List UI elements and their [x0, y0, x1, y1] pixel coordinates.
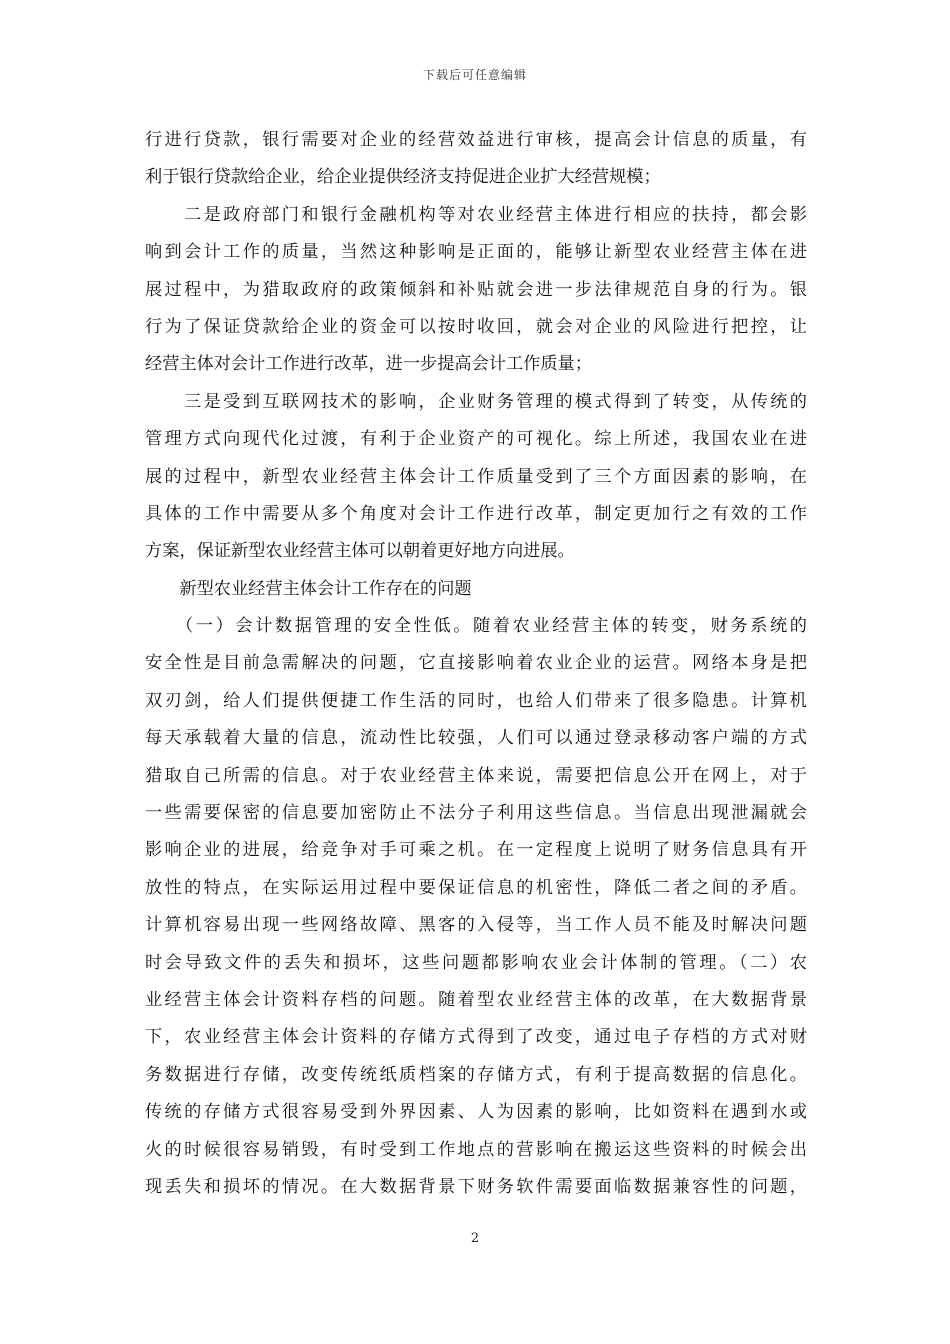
text-line: 务数据进行存储，改变传统纸质档案的存储方式，有利于提高数据的信息化。 [145, 1064, 807, 1085]
page-number: 2 [470, 1231, 480, 1246]
text-line: 时会导致文件的丢失和损坏，这些问题都影响农业会计体制的管理。（二）农 [145, 952, 807, 973]
text-line: 展过程中，为猎取政府的政策倾斜和补贴就会进一步法律规范自身的行为。银 [145, 279, 807, 300]
text-line: 响到会计工作的质量，当然这种影响是正面的，能够让新型农业经营主体在进 [145, 242, 807, 263]
text-line: 安全性是目前急需解决的问题，它直接影响着农业企业的运营。网络本身是把 [145, 653, 807, 674]
text-line: 每天承载着大量的信息，流动性比较强，人们可以通过登录移动客户端的方式 [145, 728, 807, 749]
text-line: 计算机容易出现一些网络故障、黑客的入侵等，当工作人员不能及时解决问题 [145, 915, 807, 936]
text-line: （一）会计数据管理的安全性低。随着农业经营主体的转变，财务系统的 [145, 616, 807, 637]
text-line: 方案，保证新型农业经营主体可以朝着更好地方向进展。 [145, 541, 575, 562]
document-body [145, 122, 807, 1206]
section-heading: 新型农业经营主体会计工作存在的问题 [145, 578, 472, 599]
text-line: 行为了保证贷款给企业的资金可以按时收回，就会对企业的风险进行把控，让 [145, 316, 807, 337]
text-line: 传统的存储方式很容易受到外界因素、人为因素的影响，比如资料在遇到水或 [145, 1102, 807, 1123]
text-line: 双刃剑，给人们提供便捷工作生活的同时，也给人们带来了很多隐患。计算机 [145, 690, 807, 711]
text-line: 一些需要保密的信息要加密防止不法分子利用这些信息。当信息出现泄漏就会 [145, 803, 807, 824]
text-line: 利于银行贷款给企业，给企业提供经济支持促进企业扩大经营规模； [145, 167, 661, 188]
text-line: 火的时候很容易销毁，有时受到工作地点的营影响在搬运这些资料的时候会出 [145, 1139, 807, 1160]
text-line: 猎取自己所需的信息。对于农业经营主体来说，需要把信息公开在网上，对于 [145, 765, 807, 786]
text-line: 二是政府部门和银行金融机构等对农业经营主体进行相应的扶持，都会影 [145, 204, 807, 225]
page-header: 下载后可任意编辑 [422, 68, 527, 82]
text-line: 放性的特点，在实际运用过程中要保证信息的机密性，降低二者之间的矛盾。 [145, 877, 807, 898]
text-line: 下，农业经营主体会计资料的存储方式得到了改变，通过电子存档的方式对财 [145, 1027, 807, 1048]
text-line: 管理方式向现代化过渡，有利于企业资产的可视化。综上所述，我国农业在进 [145, 429, 807, 450]
text-line: 行进行贷款，银行需要对企业的经营效益进行审核，提高会计信息的质量，有 [145, 130, 807, 150]
text-line: 展的过程中，新型农业经营主体会计工作质量受到了三个方面因素的影响，在 [145, 466, 807, 487]
text-line: 三是受到互联网技术的影响，企业财务管理的模式得到了转变，从传统的 [145, 391, 807, 412]
text-line: 影响企业的进展，给竞争对手可乘之机。在一定程度上说明了财务信息具有开 [145, 840, 807, 861]
text-line: 经营主体对会计工作进行改革，进一步提高会计工作质量； [145, 354, 592, 375]
text-line: 具体的工作中需要从多个角度对会计工作进行改革，制定更加行之有效的工作 [145, 503, 807, 524]
text-line: 现丢失和损坏的情况。在大数据背景下财务软件需要面临数据兼容性的问题， [145, 1176, 807, 1197]
text-line: 业经营主体会计资料存档的问题。随着型农业经营主体的改革，在大数据背景 [145, 989, 807, 1010]
